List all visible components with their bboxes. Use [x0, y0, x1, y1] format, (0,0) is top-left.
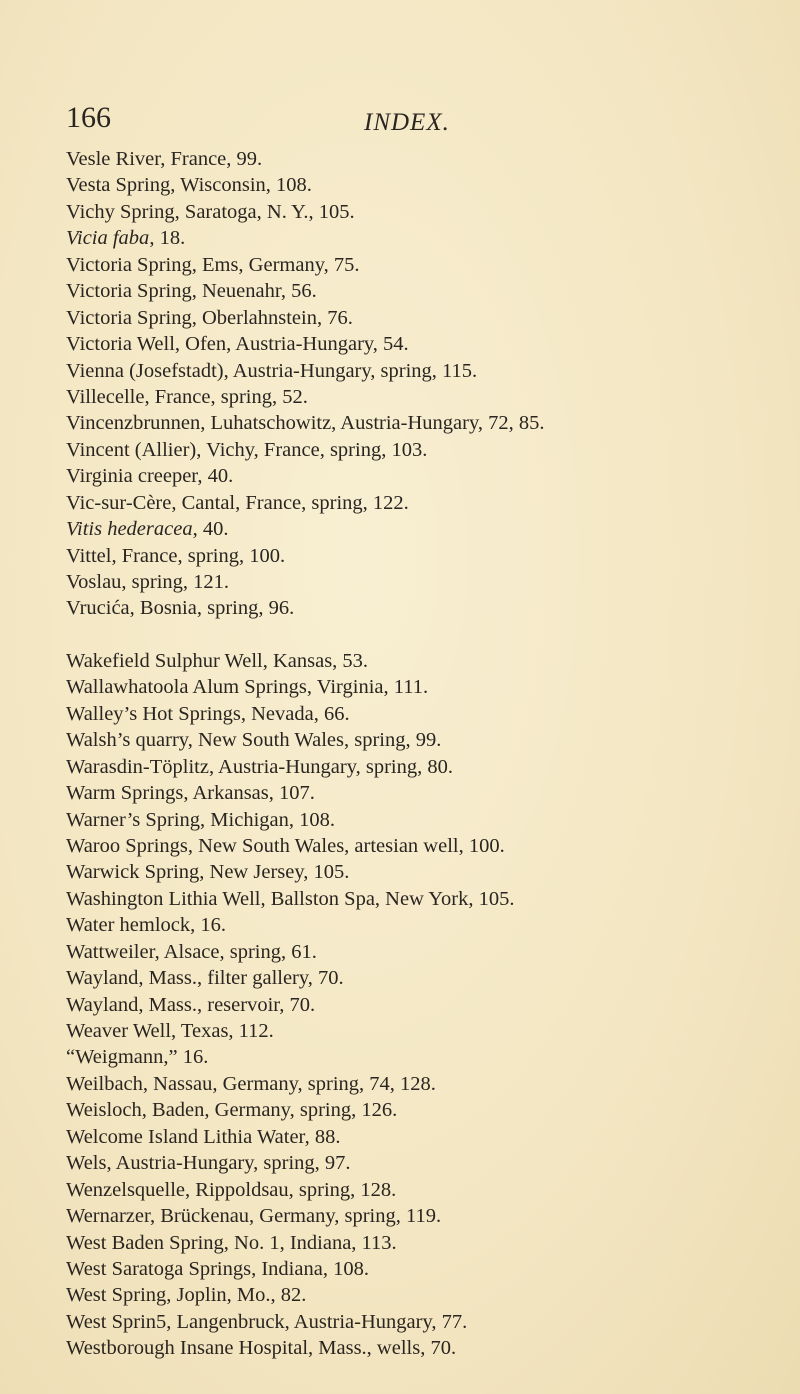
entry-text: Water hemlock, 16.: [66, 914, 227, 937]
index-entry: [66, 674, 776, 700]
entry-text: Wernarzer, Brückenau, Germany, spring, 119.: [66, 1205, 442, 1228]
index-entry: [66, 225, 776, 251]
entry-text: Vesle River, France, 99.: [66, 148, 263, 170]
entry-text: Wels, Austria-Hungary, spring, 97.: [66, 1152, 351, 1175]
index-entry: [66, 965, 776, 991]
index-entry: [66, 437, 776, 463]
index-entry: [66, 1256, 776, 1282]
entry-text: Washington Lithia Well, Ballston Spa, New York, 105.: [66, 887, 515, 910]
entry-text: Warwick Spring, New Jersey, 105.: [66, 861, 350, 884]
index-entry: [66, 410, 776, 436]
index-entry: [66, 859, 776, 885]
index-entry: [66, 1018, 776, 1044]
index-entry: [66, 727, 776, 753]
index-entry: [66, 1230, 776, 1256]
index-entry: [66, 543, 776, 569]
section-gap: [66, 622, 776, 648]
index-entry: [66, 701, 776, 727]
index-entry: [66, 1203, 776, 1229]
index-entry: [66, 1309, 776, 1335]
entry-text: Warasdin-Töplitz, Austria-Hungary, spring, 80.: [66, 755, 454, 778]
index-entry: [66, 146, 776, 172]
index-entry: [66, 305, 776, 331]
entry-text: West Baden Spring, No. 1, Indiana, 113.: [66, 1231, 397, 1254]
entry-text: Wakefield Sulphur Well, Kansas, 53.: [66, 649, 369, 672]
index-entry: [66, 331, 776, 357]
index-entry: [66, 463, 776, 489]
index-entries: [66, 146, 776, 1362]
index-entry: [66, 992, 776, 1018]
index-entry: [66, 780, 776, 806]
index-entry: [66, 278, 776, 304]
entry-text: Weaver Well, Texas, 112.: [66, 1020, 274, 1042]
index-entry: [66, 384, 776, 410]
entry-text: Vincent (Allier), Vichy, France, spring, 103.: [66, 438, 428, 461]
index-entry: [66, 358, 776, 384]
entry-text: Waroo Springs, New South Wales, artesian well, 100.: [66, 834, 505, 857]
entry-text: Vesta Spring, Wisconsin, 108.: [66, 174, 312, 197]
entry-text: West Sprin5, Langenbruck, Austria-Hungary, 77.: [66, 1310, 468, 1333]
entry-text: Vincenzbrunnen, Luhatschowitz, Austria-Hungary, 72, 85.: [66, 412, 545, 435]
index-entry: [66, 569, 776, 595]
entry-text: Vittel, France, spring, 100.: [66, 544, 286, 567]
entry-text: Wattweiler, Alsace, spring, 61.: [66, 940, 317, 963]
index-entry: [66, 1044, 776, 1070]
entry-text: Weisloch, Baden, Germany, spring, 126.: [66, 1099, 398, 1122]
index-entry: [66, 490, 776, 516]
index-entry: [66, 1071, 776, 1097]
entry-text: Vienna (Josefstadt), Austria-Hungary, spring, 115.: [66, 359, 478, 382]
entry-text: “Weigmann,” 16.: [66, 1046, 209, 1069]
entry-text: Vic-sur-Cère, Cantal, France, spring, 122.: [66, 491, 409, 514]
page-number: 166: [66, 101, 111, 134]
index-entry: [66, 172, 776, 198]
index-entry: [66, 595, 776, 621]
entry-text: Welcome Island Lithia Water, 88.: [66, 1125, 341, 1148]
index-entry: [66, 754, 776, 780]
entry-text: Virginia creeper, 40.: [66, 465, 234, 488]
entry-text: Weilbach, Nassau, Germany, spring, 74, 128.: [66, 1072, 436, 1095]
index-entry: [66, 1335, 776, 1361]
index-entry: [66, 886, 776, 912]
running-head: INDEX.: [364, 109, 450, 136]
entry-text: West Saratoga Springs, Indiana, 108.: [66, 1257, 369, 1280]
entry-text: Victoria Well, Ofen, Austria-Hungary, 54.: [66, 333, 409, 356]
entry-text: Warm Springs, Arkansas, 107.: [66, 782, 315, 805]
entry-text: Westborough Insane Hospital, Mass., wells, 70.: [66, 1337, 457, 1360]
entry-text: Vrucića, Bosnia, spring, 96.: [66, 597, 295, 620]
entry-text: Vichy Spring, Saratoga, N. Y., 105.: [66, 200, 355, 223]
entry-italic-term: Vicia faba: [66, 227, 150, 250]
entry-text: Victoria Spring, Neuenahr, 56.: [66, 280, 317, 303]
index-entry: [66, 1282, 776, 1308]
index-entry: [66, 939, 776, 965]
entry-text: Victoria Spring, Oberlahnstein, 76.: [66, 306, 353, 329]
index-entry: [66, 807, 776, 833]
entry-text: Wallawhatoola Alum Springs, Virginia, 111.: [66, 676, 429, 699]
entry-italic-term: Vitis hederacea: [66, 518, 193, 541]
index-entry: [66, 1097, 776, 1123]
entry-text: Villecelle, France, spring, 52.: [66, 385, 308, 408]
index-entry: [66, 833, 776, 859]
entry-text: Wayland, Mass., reservoir, 70.: [66, 993, 316, 1016]
entry-text: Walley’s Hot Springs, Nevada, 66.: [66, 702, 350, 725]
index-entry: [66, 199, 776, 225]
entry-text: West Spring, Joplin, Mo., 82.: [66, 1284, 307, 1307]
entry-text: Wenzelsquelle, Rippoldsau, spring, 128.: [66, 1178, 397, 1201]
index-entry: [66, 1150, 776, 1176]
index-entry: [66, 1124, 776, 1150]
index-entry: [66, 1177, 776, 1203]
entry-text: Walsh’s quarry, New South Wales, spring, 99.: [66, 729, 442, 752]
entry-text: Voslau, spring, 121.: [66, 571, 230, 593]
entry-text: Warner’s Spring, Michigan, 108.: [66, 808, 335, 831]
entry-text: , 18.: [149, 227, 186, 250]
entry-text: Victoria Spring, Ems, Germany, 75.: [66, 253, 360, 276]
page-header: [66, 100, 686, 140]
index-entry: [66, 252, 776, 278]
entry-text: Wayland, Mass., filter gallery, 70.: [66, 967, 344, 990]
index-entry: [66, 648, 776, 674]
index-entry: [66, 912, 776, 938]
entry-text: , 40.: [192, 518, 229, 541]
index-entry: [66, 516, 776, 542]
